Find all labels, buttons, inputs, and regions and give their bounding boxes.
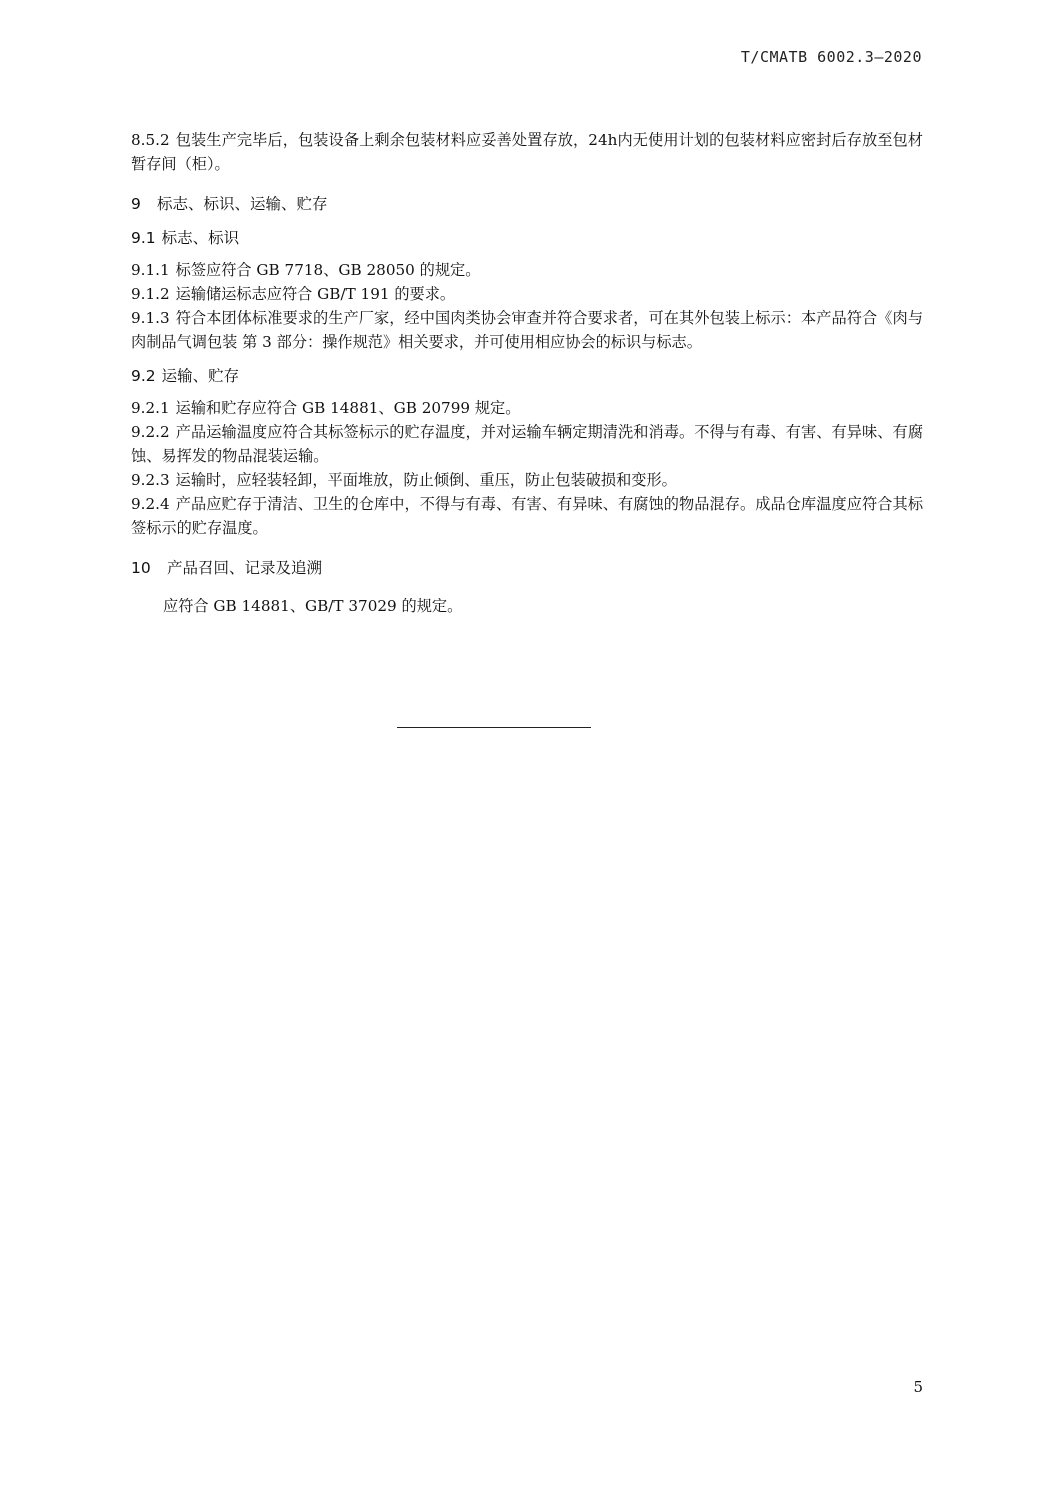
clause-number: 9.1.3	[131, 309, 170, 327]
subsection-number: 9.1	[131, 229, 156, 247]
page-number: 5	[913, 1378, 923, 1396]
clause-text: 运输储运标志应符合 GB/T 191 的要求。	[175, 285, 456, 303]
section-number: 9	[131, 195, 141, 213]
clause-9-1-2	[131, 282, 923, 306]
subsection-number: 9.2	[131, 367, 156, 385]
clause-9-1-1	[131, 258, 923, 282]
clause-number: 9.1.1	[131, 261, 170, 279]
subsection-9-1-heading	[131, 226, 923, 250]
subsection-title: 运输、贮存	[161, 367, 240, 385]
clause-9-2-4	[131, 492, 923, 540]
clause-text: 运输和贮存应符合 GB 14881、GB 20799 规定。	[175, 399, 521, 417]
section-number: 10	[131, 559, 151, 577]
clause-9-2-2	[131, 420, 923, 468]
clause-number: 9.2.4	[131, 495, 170, 513]
clause-text: 标签应符合 GB 7718、GB 28050 的规定。	[175, 261, 481, 279]
clause-number: 9.2.2	[131, 423, 170, 441]
clause-9-2-3	[131, 468, 923, 492]
clause-9-1-3	[131, 306, 923, 354]
subsection-title: 标志、标识	[161, 229, 240, 247]
clause-8-5-2	[131, 128, 923, 176]
section-10-heading	[131, 556, 923, 580]
document-code-header: T/CMATB 6002.3—2020	[740, 48, 922, 66]
clause-text: 产品应贮存于清洁、卫生的仓库中，不得与有毒、有害、有异味、有腐蚀的物品混存。成品仓库温度应符合其标签标示的贮存温度。	[131, 495, 923, 537]
section-title: 产品召回、记录及追溯	[167, 559, 323, 577]
clause-text: 产品运输温度应符合其标签标示的贮存温度，并对运输车辆定期清洗和消毒。不得与有毒、有害、有异味、有腐蚀、易挥发的物品混装运输。	[131, 423, 923, 465]
clause-number: 9.2.3	[131, 471, 170, 489]
subsection-9-2-heading	[131, 364, 923, 388]
clause-number: 9.1.2	[131, 285, 170, 303]
clause-text: 包装生产完毕后，包装设备上剩余包装材料应妥善处置存放，24h内无使用计划的包装材料应密封后存放至包材暂存间（柜）。	[131, 131, 923, 173]
clause-number: 9.2.1	[131, 399, 170, 417]
page-body	[131, 128, 923, 618]
clause-text: 符合本团体标准要求的生产厂家，经中国肉类协会审查并符合要求者，可在其外包装上标示：本产品符合《肉与肉制品气调包装 第 3 部分：操作规范》相关要求，并可使用相应协会的标识与标志。	[131, 309, 923, 351]
clause-text: 运输时，应轻装轻卸，平面堆放，防止倾倒、重压，防止包装破损和变形。	[175, 471, 677, 489]
section-10-body: 应符合 GB 14881、GB/T 37029 的规定。	[163, 597, 463, 615]
section-title: 标志、标识、运输、贮存	[157, 195, 328, 213]
end-of-document-rule	[397, 727, 591, 728]
clause-number: 8.5.2	[131, 131, 170, 149]
section-9-heading	[131, 192, 923, 216]
clause-9-2-1	[131, 396, 923, 420]
